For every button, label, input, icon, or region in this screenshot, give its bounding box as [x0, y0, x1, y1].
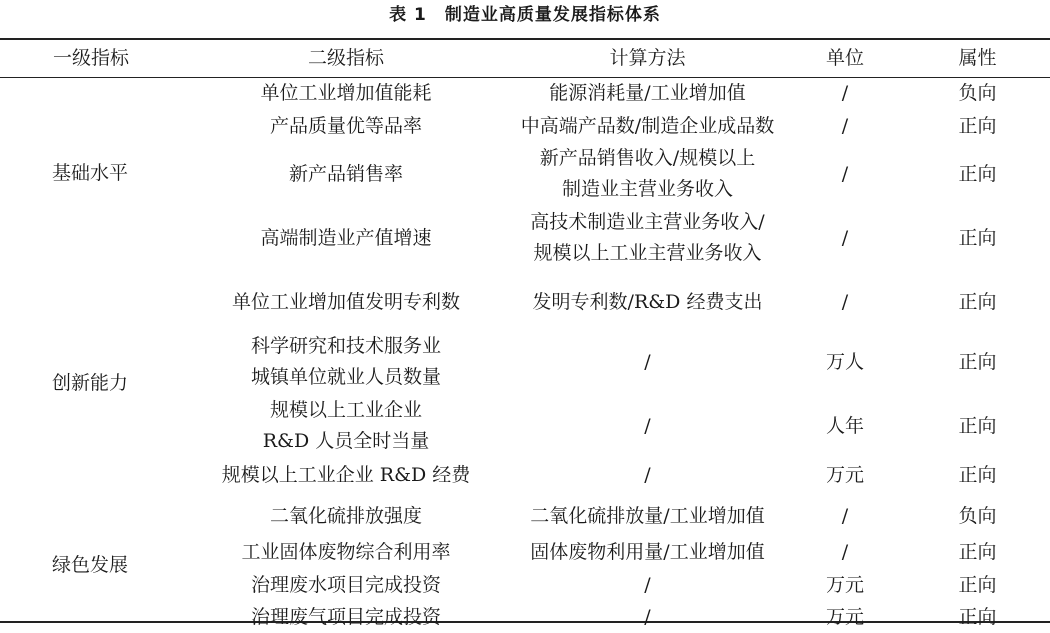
table-number: 表 1 — [389, 5, 427, 25]
unit-cell: 万人 — [825, 351, 864, 373]
attribute-cell: 负向 — [958, 504, 997, 527]
method-cell: 固体废物利用量/工业增加值 — [530, 540, 765, 563]
unit-cell: / — [841, 540, 849, 563]
indicator-cell: 治理废气项目完成投资 — [250, 606, 441, 628]
unit-cell: / — [841, 291, 849, 313]
indicator-cell: 新产品销售率 — [288, 163, 403, 185]
attribute-cell: 正向 — [958, 163, 997, 185]
method-line: 高技术制造业主营业务收入/ — [530, 211, 765, 233]
method-cell: 中高端产品数/制造企业成品数 — [520, 114, 775, 137]
unit-cell: / — [841, 81, 849, 104]
attribute-cell: 正向 — [958, 606, 997, 628]
method-cell: 发明专利数/R&D 经费支出 — [532, 291, 763, 313]
attribute-cell: 正向 — [958, 227, 997, 249]
method-cell — [510, 206, 785, 270]
indicator-cell — [182, 330, 510, 394]
indicator-cell: 治理废水项目完成投资 — [250, 573, 441, 596]
attribute-cell: 正向 — [958, 540, 997, 563]
category-cell: 基础水平 — [52, 162, 129, 184]
indicator-cell: 二氧化硫排放强度 — [269, 504, 422, 527]
method-cell: / — [644, 573, 651, 596]
header-method: 计算方法 — [609, 47, 686, 69]
indicator-cell — [182, 394, 510, 458]
header-unit: 单位 — [825, 47, 864, 69]
indicator-line: 规模以上工业企业 — [269, 399, 422, 421]
method-cell: / — [644, 606, 651, 628]
header-attribute: 属性 — [958, 47, 997, 69]
method-line: 新产品销售收入/规模以上 — [539, 147, 756, 169]
table-body — [0, 76, 1050, 633]
indicator-cell: 单位工业增加值能耗 — [260, 81, 432, 104]
attribute-cell: 正向 — [958, 291, 997, 313]
unit-cell: / — [841, 227, 849, 249]
unit-cell: / — [841, 163, 849, 185]
method-cell — [510, 142, 785, 206]
method-line: 制造业主营业务收入 — [561, 178, 733, 200]
attribute-cell: 正向 — [958, 464, 997, 486]
attribute-cell: 正向 — [958, 351, 997, 373]
unit-cell: 万元 — [825, 606, 864, 628]
indicator-cell: 高端制造业产值增速 — [260, 227, 432, 249]
indicator-cell: 工业固体废物综合利用率 — [241, 540, 451, 563]
unit-cell: / — [841, 114, 849, 137]
unit-cell: 人年 — [825, 415, 864, 437]
unit-cell: 万元 — [825, 573, 864, 596]
table-row — [0, 76, 1050, 109]
indicator-line: 科学研究和技术服务业 — [250, 335, 441, 357]
indicator-line: R&D 人员全时当量 — [262, 430, 430, 452]
header-row — [0, 40, 1050, 76]
indicator-line: 城镇单位就业人员数量 — [250, 366, 441, 388]
method-cell: 能源消耗量/工业增加值 — [549, 81, 746, 104]
indicator-cell: 规模以上工业企业 R&D 经费 — [221, 464, 471, 486]
method-cell: / — [644, 415, 651, 437]
method-line: 规模以上工业主营业务收入 — [533, 242, 762, 264]
category-cell: 绿色发展 — [52, 553, 129, 576]
header-level2: 二级指标 — [307, 47, 384, 69]
attribute-cell: 正向 — [958, 415, 997, 437]
indicator-cell: 单位工业增加值发明专利数 — [231, 291, 460, 313]
header-level1: 一级指标 — [52, 47, 129, 69]
method-cell: / — [644, 464, 651, 486]
attribute-cell: 负向 — [958, 81, 997, 104]
indicator-cell: 产品质量优等品率 — [269, 114, 422, 137]
unit-cell: 万元 — [825, 464, 864, 486]
method-cell: 二氧化硫排放量/工业增加值 — [530, 504, 765, 527]
unit-cell: / — [841, 504, 849, 527]
indicator-table — [0, 40, 1050, 633]
table-title: 制造业高质量发展指标体系 — [444, 5, 661, 25]
attribute-cell: 正向 — [958, 114, 997, 137]
table-caption — [0, 4, 1050, 26]
category-cell: 创新能力 — [52, 372, 129, 394]
method-cell: / — [644, 351, 651, 373]
table-row — [0, 492, 1050, 535]
table-row — [0, 270, 1050, 330]
attribute-cell: 正向 — [958, 573, 997, 596]
